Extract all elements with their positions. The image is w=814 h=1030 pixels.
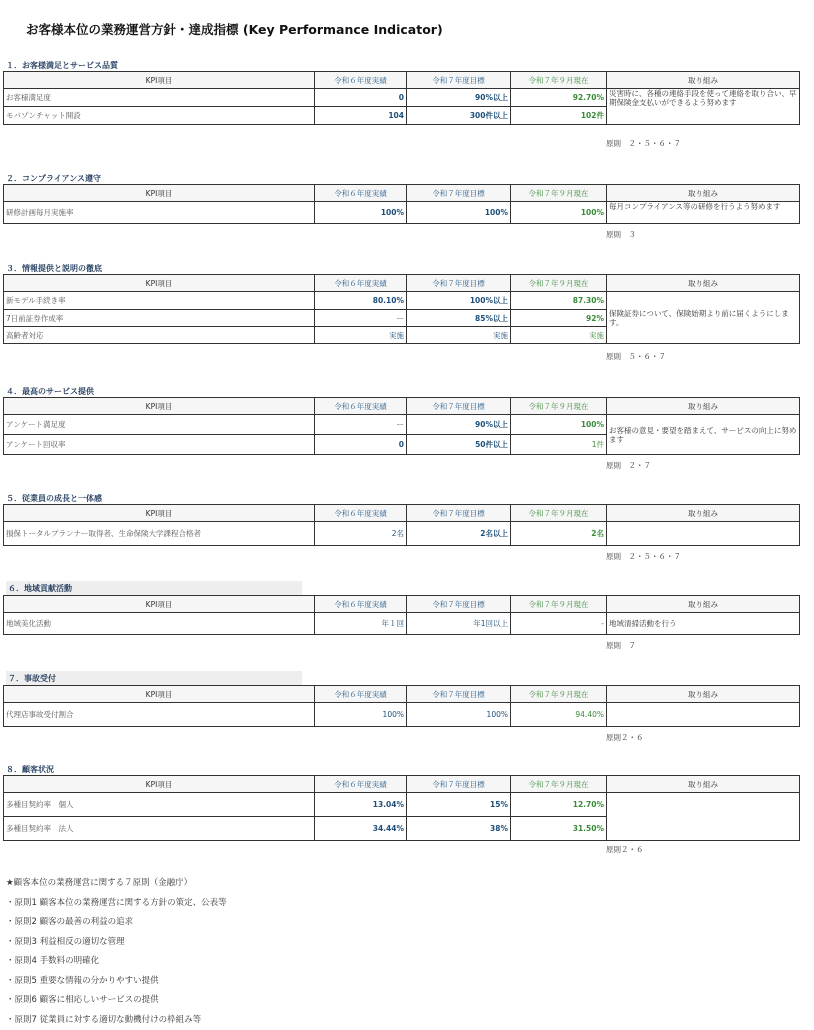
- cell-prev: ー: [315, 415, 407, 435]
- table-header-row: [4, 776, 800, 793]
- cell-action: 毎月コンプライアンス等の研修を行うよう努めます: [607, 202, 800, 224]
- principle-label: 原則 ２・５・６・７: [606, 551, 681, 562]
- table-row: [4, 522, 800, 546]
- header-action: 取り組み: [607, 72, 800, 89]
- kpi-table: [3, 397, 800, 455]
- cell-prev: 0: [315, 435, 407, 455]
- cell-prev: 100%: [315, 202, 407, 224]
- cell-target: 100%: [407, 202, 511, 224]
- cell-target: 15%: [407, 793, 511, 817]
- header-prev: 令和６年度実績: [315, 185, 407, 202]
- cell-now: 100%: [511, 202, 607, 224]
- cell-kpi: 損保トータルプランナー取得者、生命保険大学課程合格者: [4, 522, 315, 546]
- cell-kpi: アンケート回収率: [4, 435, 315, 455]
- note-item: ・原則5 重要な情報の分かりやすい提供: [6, 972, 227, 992]
- header-target: 令和７年度目標: [407, 185, 511, 202]
- cell-kpi: 新モデル手続き率: [4, 292, 315, 310]
- header-prev: 令和６年度実績: [315, 776, 407, 793]
- cell-kpi: 地域美化活動: [4, 613, 315, 635]
- cell-target: 100%以上: [407, 292, 511, 310]
- kpi-table: [3, 685, 800, 727]
- section-title: ８．顧客状況: [6, 764, 54, 775]
- header-now: 令和７年９月現在: [511, 686, 607, 703]
- cell-kpi: 研修計画毎月実施率: [4, 202, 315, 224]
- cell-kpi: アンケート満足度: [4, 415, 315, 435]
- cell-prev: 13.04%: [315, 793, 407, 817]
- header-kpi: KPI項目: [4, 596, 315, 613]
- cell-action: 保険証券について、保険始期より前に届くようにします。: [607, 292, 800, 344]
- cell-kpi: 7日前証券作成率: [4, 310, 315, 327]
- cell-now: 87.30%: [511, 292, 607, 310]
- section-title: ６．地域貢献活動: [6, 581, 302, 596]
- header-kpi: KPI項目: [4, 185, 315, 202]
- cell-target: 100%: [407, 703, 511, 727]
- header-now: 令和７年９月現在: [511, 505, 607, 522]
- table-row: [4, 89, 800, 107]
- header-prev: 令和６年度実績: [315, 398, 407, 415]
- table-header-row: [4, 398, 800, 415]
- table-row: [4, 202, 800, 224]
- principle-label: 原則２・６: [606, 732, 644, 743]
- table-header-row: [4, 185, 800, 202]
- cell-target: 90%以上: [407, 415, 511, 435]
- header-kpi: KPI項目: [4, 72, 315, 89]
- table-header-row: [4, 596, 800, 613]
- page-title: お客様本位の業務運営方針・達成指標 (Key Performance Indicator): [26, 20, 443, 38]
- header-prev: 令和６年度実績: [315, 275, 407, 292]
- header-target: 令和７年度目標: [407, 596, 511, 613]
- principle-label: 原則 ２・５・６・７: [606, 138, 681, 149]
- cell-kpi: 代理店事故受付割合: [4, 703, 315, 727]
- cell-prev: 年１回: [315, 613, 407, 635]
- cell-prev: 0: [315, 89, 407, 107]
- cell-now: 実施: [511, 327, 607, 344]
- kpi-table: [3, 775, 800, 841]
- header-kpi: KPI項目: [4, 505, 315, 522]
- header-target: 令和７年度目標: [407, 686, 511, 703]
- cell-prev: 34.44%: [315, 817, 407, 841]
- header-action: 取り組み: [607, 505, 800, 522]
- cell-action: [607, 703, 800, 727]
- header-prev: 令和６年度実績: [315, 686, 407, 703]
- cell-now: 1件: [511, 435, 607, 455]
- table-header-row: [4, 275, 800, 292]
- header-now: 令和７年９月現在: [511, 596, 607, 613]
- table-row: [4, 415, 800, 435]
- principle-label: 原則 ５・６・７: [606, 351, 666, 362]
- cell-action: [607, 522, 800, 546]
- principles-notes: [6, 874, 227, 1030]
- note-item: ・原則6 顧客に相応しいサービスの提供: [6, 991, 227, 1011]
- table-row: [4, 703, 800, 727]
- section-title: ５．従業員の成長と一体感: [6, 493, 102, 504]
- cell-target: 85%以上: [407, 310, 511, 327]
- section-title: ３．情報提供と説明の徹底: [6, 263, 102, 274]
- header-kpi: KPI項目: [4, 398, 315, 415]
- principle-label: 原則 ２・７: [606, 460, 651, 471]
- section-title: ７．事故受付: [6, 671, 302, 686]
- table-row: [4, 613, 800, 635]
- cell-now: 100%: [511, 415, 607, 435]
- note-item: ・原則7 従業員に対する適切な動機付けの枠組み等: [6, 1011, 227, 1030]
- header-prev: 令和６年度実績: [315, 596, 407, 613]
- cell-prev: ー: [315, 310, 407, 327]
- header-action: 取り組み: [607, 398, 800, 415]
- principle-label: 原則 ７: [606, 640, 636, 651]
- cell-action: [607, 793, 800, 841]
- kpi-table: [3, 71, 800, 125]
- cell-now: 12.70%: [511, 793, 607, 817]
- principle-label: 原則２・６: [606, 844, 644, 855]
- cell-prev: 100%: [315, 703, 407, 727]
- note-item: ・原則2 顧客の最善の利益の追求: [6, 913, 227, 933]
- table-header-row: [4, 505, 800, 522]
- cell-prev: 80.10%: [315, 292, 407, 310]
- note-item: ・原則1 顧客本位の業務運営に関する方針の策定、公表等: [6, 894, 227, 914]
- header-target: 令和７年度目標: [407, 275, 511, 292]
- header-action: 取り組み: [607, 275, 800, 292]
- cell-kpi: 高齢者対応: [4, 327, 315, 344]
- header-target: 令和７年度目標: [407, 398, 511, 415]
- section-title: ４．最高のサービス提供: [6, 386, 94, 397]
- cell-target: 年1回以上: [407, 613, 511, 635]
- cell-now: 92.70%: [511, 89, 607, 107]
- kpi-table: [3, 184, 800, 224]
- header-now: 令和７年９月現在: [511, 275, 607, 292]
- cell-now: -: [511, 613, 607, 635]
- cell-kpi: 多種目契約率 法人: [4, 817, 315, 841]
- table-header-row: [4, 686, 800, 703]
- cell-target: 実施: [407, 327, 511, 344]
- header-action: 取り組み: [607, 596, 800, 613]
- cell-prev: 104: [315, 107, 407, 125]
- cell-action: 災害時に、各種の連絡手段を使って連絡を取り合い、早期保険金支払いができるよう努めます: [607, 89, 800, 125]
- cell-target: 300件以上: [407, 107, 511, 125]
- cell-now: 2名: [511, 522, 607, 546]
- section-title: １．お客様満足とサービス品質: [6, 60, 118, 71]
- cell-target: 90%以上: [407, 89, 511, 107]
- cell-action: 地域清掃活動を行う: [607, 613, 800, 635]
- header-now: 令和７年９月現在: [511, 72, 607, 89]
- header-action: 取り組み: [607, 686, 800, 703]
- cell-now: 102件: [511, 107, 607, 125]
- cell-target: 50件以上: [407, 435, 511, 455]
- cell-now: 94.40%: [511, 703, 607, 727]
- header-now: 令和７年９月現在: [511, 776, 607, 793]
- header-prev: 令和６年度実績: [315, 505, 407, 522]
- cell-action: お客様の意見・要望を踏まえて、サービスの向上に努めます: [607, 415, 800, 455]
- cell-kpi: 多種目契約率 個人: [4, 793, 315, 817]
- header-kpi: KPI項目: [4, 686, 315, 703]
- kpi-table: [3, 504, 800, 546]
- table-row: [4, 292, 800, 310]
- note-item: ・原則4 手数料の明確化: [6, 952, 227, 972]
- notes-heading: ★顧客本位の業務運営に関する７原則（金融庁）: [6, 874, 227, 894]
- header-now: 令和７年９月現在: [511, 398, 607, 415]
- header-target: 令和７年度目標: [407, 505, 511, 522]
- header-kpi: KPI項目: [4, 776, 315, 793]
- section-title: ２．コンプライアンス遵守: [6, 173, 101, 184]
- principle-label: 原則 ３: [606, 229, 636, 240]
- cell-prev: 実施: [315, 327, 407, 344]
- header-now: 令和７年９月現在: [511, 185, 607, 202]
- header-action: 取り組み: [607, 776, 800, 793]
- header-action: 取り組み: [607, 185, 800, 202]
- cell-kpi: モバゾンチャット開設: [4, 107, 315, 125]
- note-item: ・原則3 利益相反の適切な管理: [6, 933, 227, 953]
- header-target: 令和７年度目標: [407, 776, 511, 793]
- header-kpi: KPI項目: [4, 275, 315, 292]
- cell-target: 38%: [407, 817, 511, 841]
- header-prev: 令和６年度実績: [315, 72, 407, 89]
- table-header-row: [4, 72, 800, 89]
- cell-prev: 2名: [315, 522, 407, 546]
- table-row: [4, 793, 800, 817]
- cell-kpi: お客様満足度: [4, 89, 315, 107]
- header-target: 令和７年度目標: [407, 72, 511, 89]
- kpi-table: [3, 595, 800, 635]
- cell-now: 92%: [511, 310, 607, 327]
- cell-target: 2名以上: [407, 522, 511, 546]
- cell-now: 31.50%: [511, 817, 607, 841]
- kpi-table: [3, 274, 800, 344]
